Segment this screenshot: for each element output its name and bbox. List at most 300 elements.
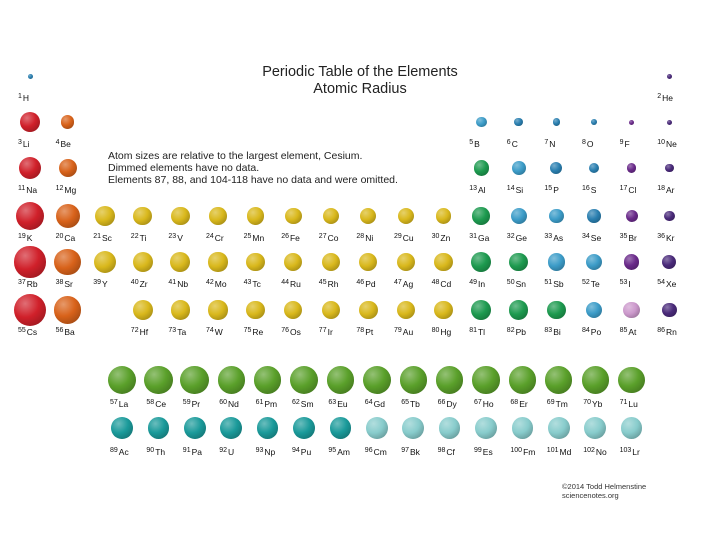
element-symbol: He (662, 93, 673, 103)
element-symbol: Be (60, 139, 71, 149)
atom-sphere-br (626, 210, 638, 222)
element-label-pu (292, 447, 311, 459)
atom-sphere-sr (54, 249, 80, 275)
atomic-number: 20 (55, 233, 64, 240)
atomic-number: 73 (168, 327, 177, 334)
element-symbol: Fe (289, 233, 300, 243)
element-label-cr (206, 233, 224, 245)
atom-sphere-am (330, 417, 352, 439)
element-symbol: Cd (440, 279, 452, 289)
element-label-cf (438, 447, 455, 459)
element-symbol: Ag (402, 279, 414, 289)
atomic-number: 102 (583, 447, 595, 454)
element-symbol: Na (26, 185, 38, 195)
note-line-3: Elements 87, 88, and 104-118 have no data and were omitted. (108, 174, 398, 186)
element-label-he (657, 93, 673, 105)
element-label-ge (507, 233, 527, 245)
atomic-number: 18 (657, 185, 665, 192)
element-label-dy (438, 399, 457, 411)
element-label-w (206, 327, 223, 339)
element-symbol: Mo (214, 279, 227, 289)
element-symbol: Br (628, 233, 637, 243)
atomic-number: 34 (582, 233, 590, 240)
atom-sphere-tl (471, 300, 491, 320)
atom-sphere-ru (284, 253, 303, 272)
atom-sphere-eu (327, 366, 354, 393)
atomic-number: 36 (657, 233, 665, 240)
element-label-ru (281, 279, 301, 291)
element-label-ac (110, 447, 129, 459)
element-symbol: Ir (327, 327, 333, 337)
element-symbol: Y (101, 279, 108, 289)
element-label-pm (256, 399, 278, 411)
atomic-number: 5 (469, 139, 474, 146)
element-symbol: Pr (191, 399, 201, 409)
atom-sphere-th (148, 417, 170, 439)
atomic-number: 16 (582, 185, 590, 192)
element-symbol: Hf (139, 327, 149, 337)
atomic-number: 52 (582, 279, 590, 286)
element-symbol: In (477, 279, 486, 289)
element-label-te (582, 279, 600, 291)
element-symbol: Au (402, 327, 414, 337)
atomic-number: 72 (130, 327, 139, 334)
element-symbol: Bi (553, 327, 561, 337)
atom-sphere-ce (144, 366, 173, 395)
atomic-number: 48 (431, 279, 440, 286)
atomic-number: 80 (431, 327, 440, 334)
atomic-number: 77 (318, 327, 327, 334)
atom-sphere-sc (95, 206, 115, 226)
element-label-kr (657, 233, 674, 245)
element-label-ta (168, 327, 186, 339)
atom-sphere-fm (512, 417, 534, 439)
element-symbol: Ce (155, 399, 167, 409)
atomic-number: 7 (544, 139, 549, 146)
element-symbol: N (549, 139, 556, 149)
atom-sphere-pa (184, 417, 206, 439)
element-symbol: Dy (446, 399, 457, 409)
element-symbol: Bk (409, 447, 420, 457)
title-line-2: Atomic Radius (313, 81, 407, 97)
atom-sphere-pu (293, 417, 315, 439)
element-label-yb (583, 399, 602, 411)
element-label-be (56, 139, 71, 151)
element-symbol: Rh (327, 279, 339, 289)
element-symbol: Rn (665, 327, 677, 337)
atom-sphere-rh (322, 253, 340, 271)
element-label-li (18, 139, 30, 151)
element-label-mo (206, 279, 227, 291)
atom-sphere-nb (170, 252, 190, 272)
element-label-xe (657, 279, 676, 291)
atomic-number: 39 (93, 279, 101, 286)
atom-sphere-pt (359, 301, 377, 319)
atomic-number: 2 (657, 93, 662, 100)
element-symbol: Am (337, 447, 350, 457)
element-symbol: Pm (264, 399, 278, 409)
atom-sphere-ag (397, 253, 416, 272)
element-label-zn (432, 233, 451, 245)
element-label-fm (510, 447, 535, 459)
atomic-number: 57 (110, 399, 118, 406)
atom-sphere-cu (398, 208, 414, 224)
element-label-pr (183, 399, 200, 411)
atomic-number: 100 (510, 447, 523, 454)
element-symbol: Ba (64, 327, 75, 337)
element-symbol: Fm (523, 447, 536, 457)
element-symbol: S (590, 185, 597, 195)
credit-text (562, 482, 646, 500)
element-symbol: Er (519, 399, 528, 409)
atomic-number: 27 (318, 233, 327, 240)
element-label-bk (401, 447, 420, 459)
atom-sphere-be (61, 115, 74, 128)
atom-sphere-zr (133, 252, 153, 272)
atomic-number: 54 (657, 279, 665, 286)
element-symbol: Kr (665, 233, 675, 243)
atomic-number: 1 (18, 93, 22, 100)
atom-sphere-rn (662, 303, 677, 318)
atom-sphere-as (549, 209, 564, 224)
element-label-y (93, 279, 107, 291)
atom-sphere-p (550, 162, 562, 174)
element-label-md (547, 447, 572, 459)
element-label-ba (56, 327, 75, 339)
atomic-number: 101 (546, 447, 559, 454)
atomic-number: 65 (401, 399, 409, 406)
atom-sphere-se (587, 209, 600, 222)
atomic-number: 60 (219, 399, 227, 406)
atomic-number: 30 (431, 233, 440, 240)
element-label-hf (131, 327, 148, 339)
element-symbol: Os (289, 327, 301, 337)
element-label-c (507, 139, 518, 151)
element-label-pb (507, 327, 526, 339)
element-label-k (18, 233, 32, 245)
element-label-nb (168, 279, 188, 291)
element-symbol: Lr (632, 447, 640, 457)
atomic-number: 69 (546, 399, 555, 406)
element-symbol: Hg (440, 327, 452, 337)
atom-sphere-cl (627, 163, 637, 173)
atom-sphere-k (16, 202, 44, 230)
element-symbol: Pb (515, 327, 526, 337)
atomic-number: 84 (582, 327, 590, 334)
element-symbol: Co (327, 233, 339, 243)
atom-sphere-re (246, 301, 265, 320)
atom-sphere-sm (290, 366, 319, 395)
atomic-number: 91 (182, 447, 191, 454)
credit-line-1: ©2014 Todd Helmenstine (562, 482, 647, 491)
element-symbol: Cu (402, 233, 414, 243)
element-label-pa (183, 447, 202, 459)
element-label-ni (356, 233, 373, 245)
atom-sphere-w (208, 300, 227, 319)
atomic-number: 64 (364, 399, 373, 406)
element-label-cm (365, 447, 387, 459)
atomic-number: 85 (619, 327, 628, 334)
element-symbol: Cf (446, 447, 455, 457)
atom-sphere-ac (111, 417, 133, 439)
element-symbol: Mn (252, 233, 265, 243)
atom-sphere-c (514, 118, 523, 127)
atomic-number: 89 (110, 447, 118, 454)
atomic-number: 38 (55, 279, 64, 286)
element-symbol: Lu (628, 399, 638, 409)
atomic-number: 10 (657, 139, 665, 146)
element-label-co (319, 233, 339, 245)
element-label-v (168, 233, 182, 245)
atom-sphere-ne (667, 120, 672, 125)
atomic-number: 25 (243, 233, 252, 240)
atom-sphere-dy (436, 366, 463, 393)
atomic-number: 53 (619, 279, 628, 286)
element-symbol: Ti (139, 233, 147, 243)
element-label-ir (319, 327, 333, 339)
element-symbol: At (628, 327, 637, 337)
element-label-in (469, 279, 485, 291)
element-label-ga (469, 233, 489, 245)
atom-sphere-np (257, 417, 279, 439)
element-label-cs (18, 327, 37, 339)
atomic-number: 33 (544, 233, 553, 240)
atomic-number: 63 (328, 399, 337, 406)
atom-sphere-tm (545, 366, 572, 393)
atomic-number: 35 (619, 233, 628, 240)
element-symbol: Ge (515, 233, 527, 243)
atomic-number: 28 (356, 233, 365, 240)
atom-sphere-hf (133, 300, 153, 320)
element-label-er (510, 399, 527, 411)
atomic-number: 66 (437, 399, 446, 406)
element-symbol: Np (264, 447, 276, 457)
element-symbol: Nd (227, 399, 239, 409)
atom-sphere-tc (246, 253, 265, 272)
atomic-number: 86 (657, 327, 665, 334)
atom-sphere-sb (548, 253, 566, 271)
atomic-number: 103 (619, 447, 632, 454)
atom-sphere-es (475, 417, 497, 439)
atom-sphere-la (108, 366, 137, 395)
atom-sphere-kr (664, 211, 675, 222)
element-label-ho (474, 399, 494, 411)
element-label-ag (394, 279, 413, 291)
atom-sphere-xe (662, 255, 676, 269)
atom-sphere-at (623, 302, 640, 319)
element-label-sn (507, 279, 526, 291)
element-label-zr (131, 279, 148, 291)
element-label-sc (93, 233, 112, 245)
atom-sphere-f (629, 120, 634, 125)
atomic-number: 37 (18, 279, 26, 286)
atom-sphere-cs (14, 294, 46, 326)
notes-text (108, 150, 398, 186)
atom-sphere-o (591, 119, 597, 125)
element-symbol: Ca (64, 233, 76, 243)
element-label-as (544, 233, 563, 245)
atomic-number: 32 (506, 233, 515, 240)
element-symbol: No (595, 447, 607, 457)
atomic-number: 81 (469, 327, 477, 334)
element-label-nd (219, 399, 239, 411)
atom-sphere-ge (511, 208, 527, 224)
element-symbol: P (553, 185, 559, 195)
atomic-number: 31 (469, 233, 477, 240)
atomic-number: 68 (510, 399, 519, 406)
atomic-number: 43 (243, 279, 252, 286)
element-symbol: Pt (365, 327, 374, 337)
atomic-number: 17 (619, 185, 628, 192)
atomic-number: 71 (619, 399, 628, 406)
atom-sphere-li (20, 112, 40, 132)
element-symbol: B (474, 139, 480, 149)
element-label-am (328, 447, 350, 459)
atom-sphere-mg (59, 159, 77, 177)
atomic-number: 8 (582, 139, 586, 146)
element-label-sr (56, 279, 73, 291)
element-label-tm (547, 399, 568, 411)
element-symbol: Al (477, 185, 486, 195)
element-label-br (620, 233, 637, 245)
element-label-bi (544, 327, 560, 339)
element-symbol: Po (590, 327, 602, 337)
atom-sphere-ni (360, 208, 376, 224)
atom-sphere-gd (363, 366, 391, 394)
atomic-number: 42 (206, 279, 214, 286)
atomic-number: 44 (281, 279, 289, 286)
element-symbol: Nb (177, 279, 189, 289)
atom-sphere-si (512, 161, 526, 175)
atomic-number: 41 (168, 279, 177, 286)
element-label-f (620, 139, 630, 151)
element-label-gd (365, 399, 385, 411)
element-symbol: Cs (26, 327, 38, 337)
atomic-number: 40 (130, 279, 139, 286)
atomic-number: 11 (18, 185, 26, 192)
element-symbol: Sr (64, 279, 73, 289)
atomic-number: 6 (506, 139, 511, 146)
element-symbol: Ru (289, 279, 301, 289)
element-symbol: C (511, 139, 518, 149)
atomic-number: 3 (18, 139, 22, 146)
atom-sphere-pd (359, 253, 377, 271)
element-symbol: Ne (665, 139, 677, 149)
element-symbol: Re (252, 327, 264, 337)
element-label-tc (244, 279, 261, 291)
element-label-b (469, 139, 480, 151)
atomic-number: 45 (318, 279, 327, 286)
element-label-si (507, 185, 523, 197)
atom-sphere-tb (400, 366, 427, 393)
element-symbol: As (553, 233, 564, 243)
atom-sphere-ir (322, 301, 340, 319)
element-symbol: H (22, 93, 30, 103)
atomic-number: 98 (437, 447, 446, 454)
atom-sphere-u (220, 417, 242, 439)
element-symbol: Ac (118, 447, 129, 457)
element-label-u (219, 447, 234, 459)
atomic-number: 92 (219, 447, 227, 454)
atomic-number: 58 (146, 399, 155, 406)
atom-sphere-au (397, 301, 416, 320)
element-symbol: Md (559, 447, 572, 457)
element-label-ce (146, 399, 166, 411)
atomic-number: 49 (469, 279, 477, 286)
element-label-tl (469, 327, 485, 339)
element-label-mn (244, 233, 265, 245)
element-symbol: Pd (365, 279, 376, 289)
atom-sphere-i (624, 254, 639, 269)
atomic-number: 46 (356, 279, 365, 286)
element-symbol: Es (482, 447, 493, 457)
atom-sphere-hg (434, 301, 452, 319)
atom-sphere-ta (171, 300, 191, 320)
atomic-number: 4 (55, 139, 60, 146)
atom-sphere-er (509, 366, 536, 393)
element-label-ca (56, 233, 76, 245)
element-label-es (474, 447, 493, 459)
element-label-hg (432, 327, 452, 339)
element-label-h (18, 93, 29, 105)
element-label-p (544, 185, 558, 197)
atom-sphere-nd (218, 366, 245, 393)
atomic-number: 13 (469, 185, 477, 192)
element-symbol: U (227, 447, 235, 457)
credit-line-2: sciencenotes.org (562, 491, 619, 500)
element-label-ne (657, 139, 677, 151)
atomic-number: 76 (281, 327, 289, 334)
element-symbol: Si (515, 185, 524, 195)
atomic-number: 14 (506, 185, 515, 192)
atomic-number: 70 (583, 399, 591, 406)
element-label-se (582, 233, 601, 245)
atomic-number: 22 (130, 233, 139, 240)
atom-sphere-fe (285, 208, 302, 225)
element-symbol: V (177, 233, 183, 243)
atomic-number: 82 (506, 327, 515, 334)
atomic-number: 55 (18, 327, 26, 334)
atom-sphere-po (586, 302, 603, 319)
element-label-pd (356, 279, 375, 291)
element-symbol: Ni (365, 233, 374, 243)
atom-sphere-lr (621, 417, 643, 439)
atom-sphere-ti (133, 207, 152, 226)
element-symbol: K (26, 233, 33, 243)
atomic-number: 15 (544, 185, 553, 192)
element-symbol: Eu (337, 399, 348, 409)
atom-sphere-ho (472, 366, 499, 393)
element-symbol: Cr (214, 233, 224, 243)
atomic-number: 74 (206, 327, 214, 334)
element-label-rn (657, 327, 677, 339)
element-symbol: La (118, 399, 129, 409)
atom-sphere-zn (436, 208, 451, 223)
element-symbol: Se (590, 233, 602, 243)
atom-sphere-md (548, 417, 570, 439)
atom-sphere-ba (54, 296, 81, 323)
atomic-number: 75 (243, 327, 252, 334)
element-symbol: Ga (477, 233, 490, 243)
atom-sphere-na (19, 157, 42, 180)
element-label-tb (401, 399, 420, 411)
element-label-s (582, 185, 596, 197)
element-symbol: Gd (373, 399, 385, 409)
atom-sphere-ga (472, 207, 490, 225)
atom-sphere-rb (14, 246, 45, 277)
element-symbol: Zr (139, 279, 148, 289)
element-label-re (244, 327, 264, 339)
